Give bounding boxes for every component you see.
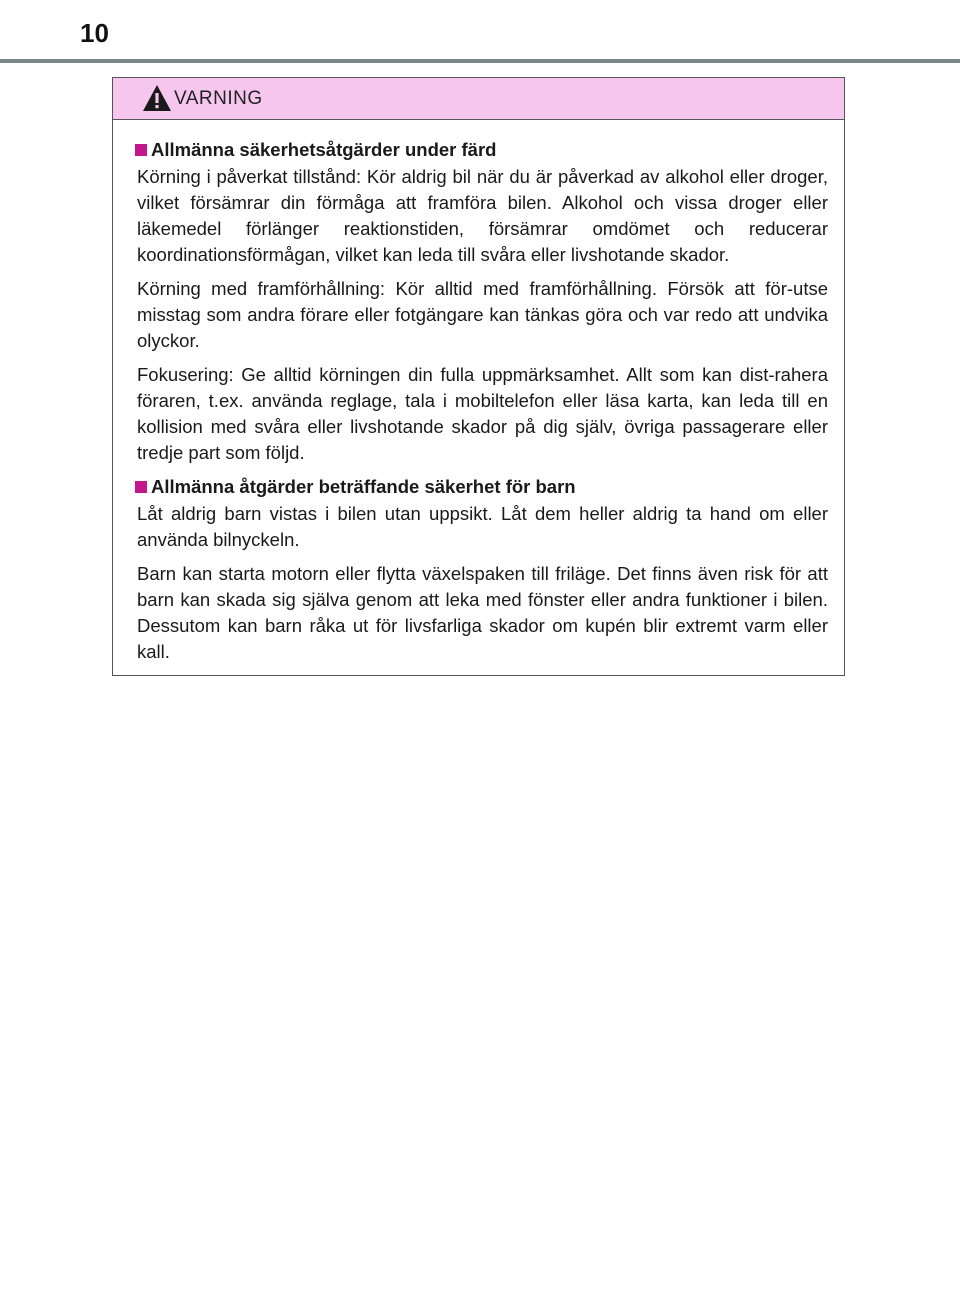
section-heading [135, 137, 828, 163]
square-bullet-icon [135, 144, 147, 156]
paragraph-impaired-driving: Körning i påverkat tillstånd: Kör aldrig bil när du är påverkad av alkohol eller droger, vilket försämrar din förmåga att framföra bilen. Alkohol och vissa droger eller läkemedel förlänger reaktionstiden, försämrar omdömet och reducerar koordinationsförmågan, vilket kan leda till svåra eller livshotande skador. [137, 166, 828, 265]
section-heading [135, 474, 828, 500]
warning-header [113, 78, 844, 120]
paragraph-defensive-driving: Körning med framförhållning: Kör alltid med framförhållning. Försök att för-utse misstag som andra förare eller fotgängare kan tänkas göra och var redo att undvika olyckor. [137, 278, 828, 351]
section-driving-safety [135, 137, 828, 466]
paragraph-child-risks: Barn kan starta motorn eller flytta växelspaken till friläge. Det finns även risk för att barn kan skada sig själva genom att leka med fönster eller andra funktioner i bilen. Dessutom kan barn råka ut för livsfarliga skador om kupén blir extremt varm eller kall. [137, 563, 828, 662]
section-heading-text: Allmänna åtgärder beträffande säkerhet för barn [151, 476, 576, 497]
warning-body [113, 120, 844, 665]
header-rule [0, 59, 960, 63]
square-bullet-icon [135, 481, 147, 493]
section-child-safety [135, 474, 828, 665]
paragraph-focus: Fokusering: Ge alltid körningen din fulla uppmärksamhet. Allt som kan dist-rahera föraren, t.ex. använda reglage, tala i mobiltelefon eller läsa karta, kan leda till en kollision med svåra eller livshotande skador på dig själv, övriga passagerare eller tredje part som följd. [137, 364, 828, 463]
page-number: 10 [80, 18, 109, 48]
section-heading-text: Allmänna säkerhetsåtgärder under färd [151, 139, 497, 160]
warning-triangle-icon [142, 84, 172, 112]
paragraph-unattended-children: Låt aldrig barn vistas i bilen utan uppsikt. Låt dem heller aldrig ta hand om eller använda bilnyckeln. [137, 503, 828, 550]
warning-box [112, 77, 845, 676]
warning-title: VARNING [174, 88, 263, 109]
